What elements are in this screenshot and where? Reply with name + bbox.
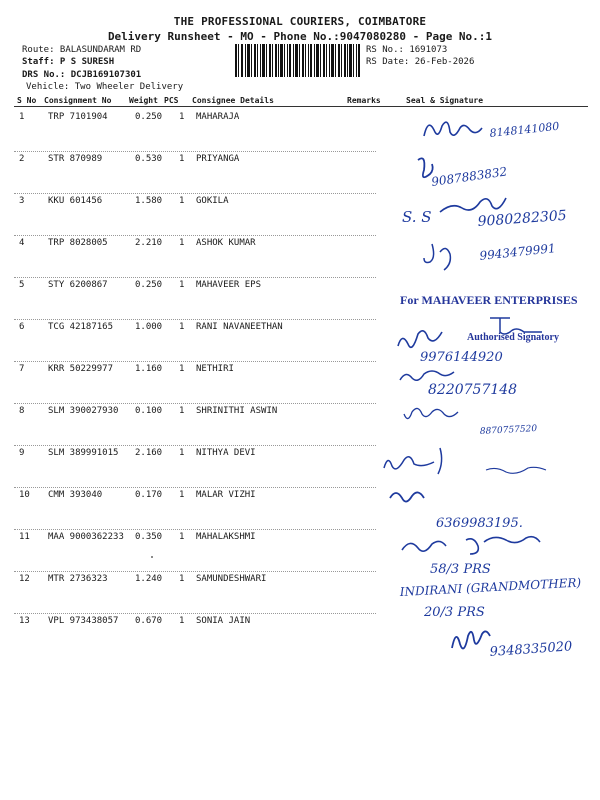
row-consignee: MAHALAKSHMI xyxy=(196,532,256,542)
row-consignee: GOKILA xyxy=(196,196,229,206)
row-consignee: NITHYA DEVI xyxy=(196,448,256,458)
rs-number: RS No.: 1691073 xyxy=(366,45,448,55)
row-pcs: 1 xyxy=(179,238,185,248)
signature-phone: 9080282305 xyxy=(477,207,568,230)
row-consignment: TRP 7101904 xyxy=(48,112,108,122)
row-consignee: PRIYANGA xyxy=(196,154,240,164)
row-pcs: 1 xyxy=(179,196,185,206)
route-label: Route: BALASUNDARAM RD xyxy=(22,45,142,55)
row-weight: 0.100 xyxy=(135,406,163,416)
col-weight: Weight xyxy=(129,96,158,105)
row-consignee: SHRINITHI ASWIN xyxy=(196,406,278,416)
signature-name: INDIRANI (GRANDMOTHER) xyxy=(399,575,582,599)
row-weight: 0.170 xyxy=(135,490,163,500)
row-sno: 4 xyxy=(19,238,25,248)
signature-phone: 9976144920 xyxy=(420,350,503,365)
row-pcs: 1 xyxy=(179,574,185,584)
row-consignee: SONIA JAIN xyxy=(196,616,251,626)
row-pcs: 1 xyxy=(179,532,185,542)
row-weight: 1.000 xyxy=(135,322,163,332)
signature-stroke xyxy=(398,331,442,348)
row-weight: 0.250 xyxy=(135,112,163,122)
row-pcs: 1 xyxy=(179,448,185,458)
row-consignee: NETHIRI xyxy=(196,364,234,374)
signature-stroke xyxy=(390,492,424,501)
row-pcs: 1 xyxy=(179,280,185,290)
row-sno: 2 xyxy=(19,154,25,164)
row-consignee: RANI NAVANEETHAN xyxy=(196,322,283,332)
row-pcs: 1 xyxy=(179,154,185,164)
row-pcs: 1 xyxy=(179,616,185,626)
row-pcs: 1 xyxy=(179,112,185,122)
signature-stroke xyxy=(486,467,546,473)
drs-number: DRS No.: DCJB169107301 xyxy=(22,70,142,80)
row-consignment: TCG 42187165 xyxy=(48,322,114,332)
row-pcs: 1 xyxy=(179,406,185,416)
row-consignee: ASHOK KUMAR xyxy=(196,238,256,248)
row-sno: 8 xyxy=(19,406,25,416)
col-sno: S No xyxy=(17,96,37,105)
runsheet-subtitle: Delivery Runsheet - MO - Phone No.:9047080280 - Page No.:1 xyxy=(107,30,493,43)
row-consignment: TRP 8028005 xyxy=(48,238,108,248)
col-consignee: Consignee Details xyxy=(192,96,274,105)
row-consignee: MAHAVEER EPS xyxy=(196,280,262,290)
row-consignment: SLM 389991015 xyxy=(48,448,119,458)
row-sno: 7 xyxy=(19,364,25,374)
row-sno: 11 xyxy=(19,532,30,542)
row-sno: 6 xyxy=(19,322,25,332)
signature-phone: 8148141080 xyxy=(488,119,560,140)
row-sno: 3 xyxy=(19,196,25,206)
row-weight: 0.350 xyxy=(135,532,163,542)
row-pcs: 1 xyxy=(179,490,185,500)
row-consignment: CMM 393040 xyxy=(48,490,103,500)
row-weight: 2.210 xyxy=(135,238,163,248)
row-weight: 0.250 xyxy=(135,280,163,290)
signature-stroke xyxy=(384,448,442,474)
signature-phone: 9348335020 xyxy=(489,639,573,660)
row-pcs: 1 xyxy=(179,322,185,332)
signature-phone: 9087883832 xyxy=(430,164,509,189)
row-consignment: KKU 601456 xyxy=(48,196,103,206)
row-weight: 1.160 xyxy=(135,364,163,374)
row-consignment: MTR 2736323 xyxy=(48,574,108,584)
row-sno: 10 xyxy=(19,490,30,500)
col-seal-signature: Seal & Signature xyxy=(406,96,484,105)
company-stamp: For MAHAVEER ENTERPRISES xyxy=(400,293,578,307)
signature-name: S. S xyxy=(402,208,432,226)
company-name: THE PROFESSIONAL COURIERS, COIMBATORE xyxy=(173,15,427,28)
signature-phone: 6369983195. xyxy=(436,516,523,531)
row-consignment: SLM 390027930 xyxy=(48,406,119,416)
signature-stroke xyxy=(424,244,450,270)
row-sno: 13 xyxy=(19,616,30,626)
row-consignee: SAMUNDESHWARI xyxy=(196,574,267,584)
col-remarks: Remarks xyxy=(347,96,381,105)
row-sno: 1 xyxy=(19,112,25,122)
vehicle-label: Vehicle: Two Wheeler Delivery xyxy=(26,82,184,92)
row-consignee: MALAR VIZHI xyxy=(196,490,256,500)
row-pcs: 1 xyxy=(179,364,185,374)
signature-note: 20/3 PRS xyxy=(424,605,485,620)
row-weight: 1.580 xyxy=(135,196,163,206)
row-consignment: VPL 973438057 xyxy=(48,616,119,626)
signature-stroke xyxy=(424,122,482,136)
signature-note: 58/3 PRS xyxy=(430,562,491,577)
row-consignment: KRR 50229977 xyxy=(48,364,114,374)
col-pcs: PCS xyxy=(164,96,179,105)
row-weight: 1.240 xyxy=(135,574,163,584)
signature-stroke xyxy=(402,537,540,554)
row-consignment: STY 6200867 xyxy=(48,280,108,290)
signature-phone: 8870757520 xyxy=(479,424,538,437)
signature-phone: 8220757148 xyxy=(428,382,518,398)
row-sno: 12 xyxy=(19,574,30,584)
staff-label: Staff: P S SURESH xyxy=(22,57,115,67)
col-consignment: Consignment No xyxy=(44,96,112,105)
row-sno: 9 xyxy=(19,448,25,458)
row-consignment: STR 870989 xyxy=(48,154,103,164)
signature-stroke xyxy=(440,198,506,212)
row-weight: 0.530 xyxy=(135,154,163,164)
row-weight: 0.670 xyxy=(135,616,163,626)
rs-date: RS Date: 26-Feb-2026 xyxy=(366,57,475,67)
signature-stroke xyxy=(400,371,454,380)
row-sno: 5 xyxy=(19,280,25,290)
row-weight: 2.160 xyxy=(135,448,163,458)
signature-stroke xyxy=(404,408,458,418)
row-consignment: MAA 9000362233 xyxy=(48,532,124,542)
authorised-signatory-stamp: Authorised Signatory xyxy=(467,332,559,343)
row-consignee: MAHARAJA xyxy=(196,112,240,122)
signature-stroke xyxy=(452,631,490,648)
signature-phone: 9943479991 xyxy=(478,241,557,263)
